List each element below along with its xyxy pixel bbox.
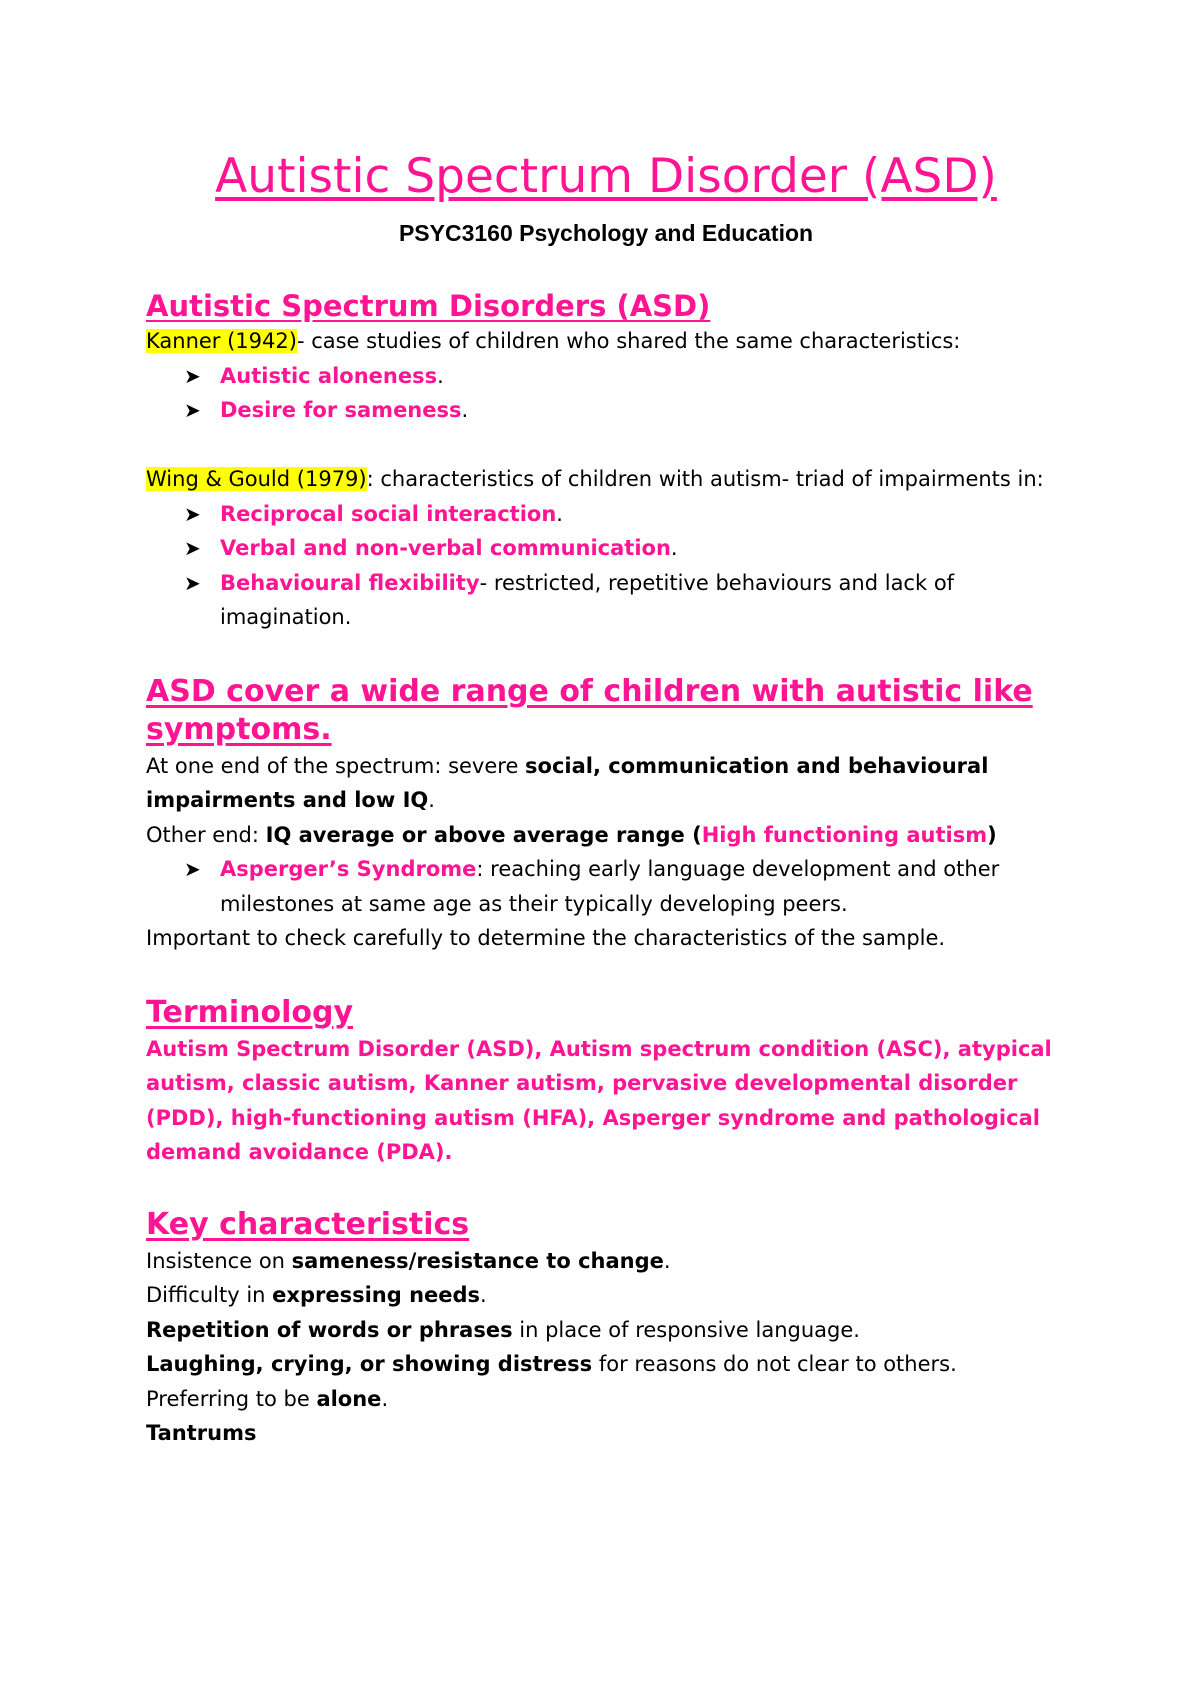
section-heading: Key characteristics: [146, 1206, 470, 1242]
arrowhead-bullet-icon: ➤: [184, 857, 201, 881]
arrowhead-bullet-icon: ➤: [184, 501, 201, 526]
list-item: ➤ Verbal and non-verbal communication.: [146, 531, 1066, 566]
list-item: ➤ Asperger’s Syndrome: reaching early language development and other milestones at same age as their typically developing peers.: [146, 852, 1066, 921]
section-terminology: [146, 994, 1066, 1170]
kanner-citation: Kanner (1942): [146, 329, 297, 353]
section-heading: ASD cover a wide range of children with autistic like symptoms.: [146, 673, 1033, 747]
wing-gould-paragraph: Wing & Gould (1979): characteristics of children with autism- triad of impairments in:: [146, 467, 1044, 491]
characteristic-line: Tantrums: [146, 1421, 257, 1445]
wing-gould-citation: Wing & Gould (1979): [146, 467, 367, 491]
characteristic-line: Insistence on sameness/resistance to change.: [146, 1248, 671, 1273]
arrowhead-bullet-icon: ➤: [184, 536, 201, 560]
section-asd-definition: [146, 288, 1066, 635]
section-heading: Terminology: [146, 994, 354, 1030]
section-heading: Autistic Spectrum Disorders (ASD): [146, 289, 711, 323]
arrowhead-bullet-icon: ➤: [184, 570, 201, 595]
kanner-line: Kanner (1942)- case studies of children who shared the same characteristics:: [146, 329, 961, 353]
document-content: [146, 146, 1066, 1451]
list-item: ➤ Behavioural flexibility- restricted, repetitive behaviours and lack of imagination.: [146, 566, 1066, 635]
list-item: ➤ Desire for sameness.: [146, 393, 1066, 428]
section-key-characteristics: [146, 1206, 1066, 1451]
asperger-list: [146, 852, 1066, 921]
section-asd-range: [146, 673, 1066, 956]
triad-list: [146, 497, 1066, 635]
arrowhead-bullet-icon: ➤: [184, 398, 201, 422]
characteristic-line: Laughing, crying, or showing distress for reasons do not clear to others.: [146, 1352, 957, 1376]
other-end-line: Other end: IQ average or above average range (High functioning autism): [146, 822, 997, 847]
list-item: ➤ Reciprocal social interaction.: [146, 497, 1066, 532]
check-sample-line: Important to check carefully to determine the characteristics of the sample.: [146, 926, 946, 950]
list-item: ➤ Autistic aloneness.: [146, 359, 1066, 394]
kanner-list: [146, 359, 1066, 428]
arrowhead-bullet-icon: ➤: [184, 363, 201, 388]
characteristic-line: Preferring to be alone.: [146, 1386, 389, 1411]
document-title: Autistic Spectrum Disorder (ASD): [215, 149, 997, 204]
spectrum-end-line: At one end of the spectrum: severe social, communication and behavioural impairments and low IQ.: [146, 753, 989, 812]
characteristic-line: Difficulty in expressing needs.: [146, 1283, 487, 1307]
characteristic-line: Repetition of words or phrases in place of responsive language.: [146, 1317, 860, 1342]
document-subtitle: PSYC3160 Psychology and Education: [398, 220, 814, 246]
terminology-list: Autism Spectrum Disorder (ASD), Autism spectrum condition (ASC), atypical autism, classic autism, Kanner autism, pervasive developmental disorder (PDD), high-functioning autism (HFA), Asperger syndrome and pathological demand avoidance (PDA).: [146, 1036, 1052, 1164]
